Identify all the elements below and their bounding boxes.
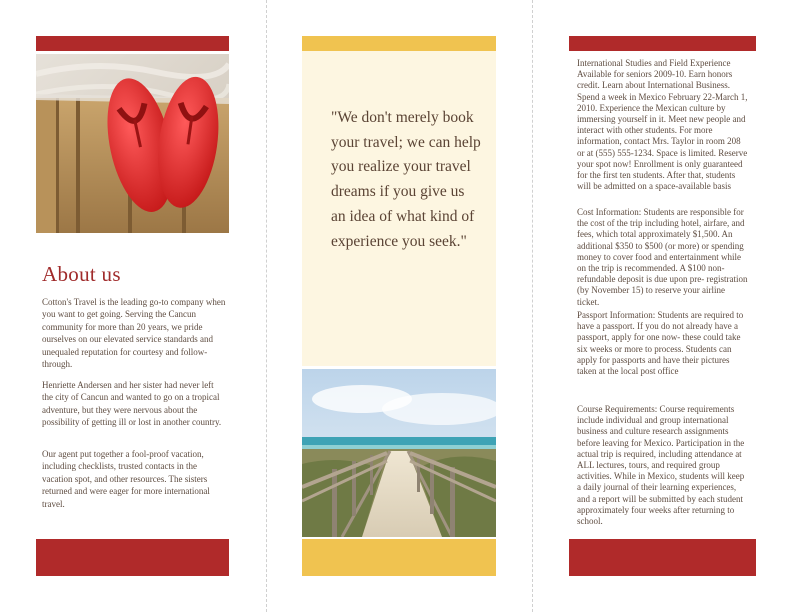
- about-paragraph-3: Our agent put together a fool-proof vacation, including checklists, trusted contacts in the vacation spot, and other resources. The sisters returned and were eager for more international travel.: [42, 449, 210, 509]
- beach-boardwalk-image: [302, 369, 496, 537]
- about-paragraph-2: Henriette Andersen and her sister had never left the city of Cancun and wanted to go on a tropical adventure, but they were nervous about the possibility of getting ill or lost in another country.: [42, 380, 222, 428]
- panel1-top-bar: [36, 36, 229, 51]
- about-paragraph-1: Cotton's Travel is the leading go-to company when you want to get going. Serving the Cancun community for more than 20 years, we pride ourselves on our elevated service standards and unequaled reputation for courtesy and follow-through.: [42, 297, 226, 370]
- passport-info-paragraph: Passport Information: Students are required to have a passport. If you do not already have a passport, apply for one now- these could take six weeks or more to process. Students can apply for passports and have their pictures taken at the local post office: [577, 310, 744, 377]
- beach-boardwalk-photo: [302, 369, 496, 537]
- pull-quote: "We don't merely book your travel; we can help you realize your travel dreams if you give us an idea of what kind of experience you seek.": [331, 109, 481, 250]
- panel1-bottom-bar: [36, 539, 229, 576]
- program-info-paragraph: International Studies and Field Experience Available for seniors 2009-10. Earn honors credit. Learn about International Business. Spend a week in Mexico February 22-March 1, 2010. Experience the Mexican culture by immersing yourself in it. Meet new people and interact with other students. For more information, contact Mrs. Taylor in room 208 or at (555) 555-1234. Space is limited. Reserve your spot now! Enrollment is only guaranteed for the first ten students. After that, students will be admitted on a space-available basis: [577, 58, 748, 192]
- fold-line-right: [532, 0, 533, 612]
- cost-info-paragraph: Cost Information: Students are responsible for the cost of the trip including hotel, airfare, and fees, which total approximately $1,500. An additional $350 to $500 (or more) or spending money to cover food and entertainment while on the trip is recommended. A $100 non-refundable deposit is due upon pre- registration (by November 15) to reserve your airline ticket.: [577, 207, 748, 307]
- course-requirements-paragraph: Course Requirements: Course requirements include individual and group international business and culture research assignments before leaving for Mexico. Participation in the actual trip is required, including attendance at ALL lectures, tours, and required group activities. While in Mexico, students will keep a daily journal of their learning experiences, and a report will be submitted by each student approximately four weeks after returning to school.: [577, 404, 745, 527]
- flip-flops-photo: [36, 54, 229, 233]
- panel3-bottom-bar: [569, 539, 756, 576]
- about-us-heading: About us: [42, 262, 121, 286]
- panel3-top-bar: [569, 36, 756, 51]
- flip-flops-image: [36, 54, 229, 233]
- panel2-top-bar: [302, 36, 496, 51]
- fold-line-left: [266, 0, 267, 612]
- panel2-bottom-bar: [302, 539, 496, 576]
